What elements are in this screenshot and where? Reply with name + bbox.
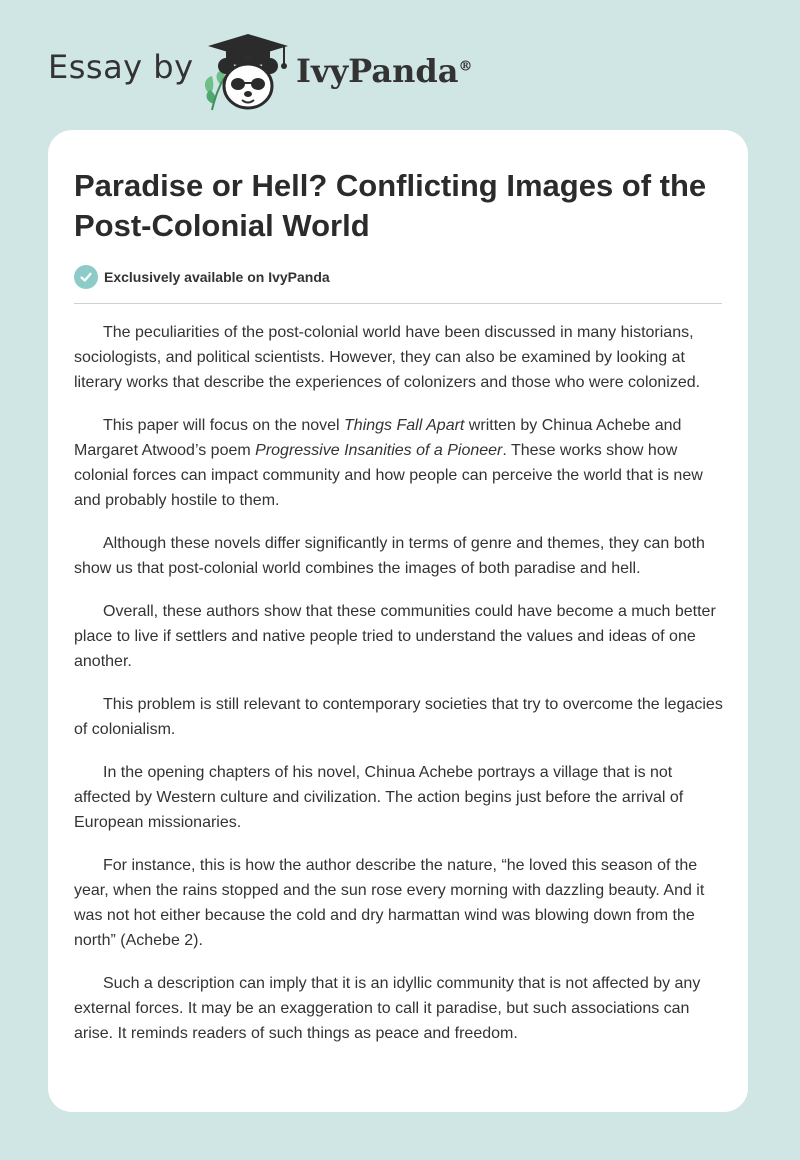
- logo-name-text: IvyPanda: [296, 52, 459, 90]
- divider: [74, 303, 722, 304]
- essay-paragraph: [74, 760, 726, 835]
- essay-card: [48, 130, 748, 1112]
- essay-paragraph: [74, 413, 726, 513]
- essay-paragraph: [74, 853, 726, 953]
- essay-body: [74, 320, 726, 1064]
- registered-mark: ®: [458, 58, 473, 75]
- badge-label: Exclusively available on IvyPanda: [104, 269, 330, 285]
- site-header: [0, 0, 800, 130]
- brand-prefix: Essay by: [48, 48, 194, 86]
- essay-paragraph: [74, 320, 726, 395]
- check-circle-icon: [74, 265, 98, 289]
- essay-paragraph: [74, 599, 726, 674]
- paragraph-text: Overall, these authors show that these communities could have become a much better place to live if settlers and native people tried to understand the values and ideas of one another.: [74, 603, 716, 670]
- panda-graduate-icon: [200, 32, 296, 112]
- paragraph-text: . These works show how colonial forces can impact community and how people can perceive the world that is new and probably hostile to them.: [74, 442, 703, 509]
- exclusive-badge: [74, 264, 330, 290]
- work-title: Things Fall Apart: [344, 417, 465, 434]
- work-title: Progressive Insanities of a Pioneer: [255, 442, 503, 459]
- paragraph-text: This problem is still relevant to contemporary societies that try to overcome the legacies of colonialism.: [74, 696, 723, 738]
- paragraph-text: For instance, this is how the author describe the nature, “he loved this season of the year, when the rains stopped and the sun rose every morning with dazzling beauty. And it was not hot either because the cold and dry harmattan wind was blowing down from the north” (Achebe 2).: [74, 857, 705, 949]
- logo-name: [296, 52, 472, 90]
- essay-paragraph: [74, 692, 726, 742]
- essay-paragraph: [74, 531, 726, 581]
- paragraph-text: written by Chinua Achebe and Margaret Atwood’s poem: [74, 417, 682, 459]
- paragraph-text: Such a description can imply that it is an idyllic community that is not affected by any external forces. It may be an exaggeration to call it paradise, but such associations can arise. It reminds readers of such things as peace and freedom.: [74, 975, 701, 1042]
- essay-paragraph: [74, 971, 726, 1046]
- paragraph-text: The peculiarities of the post-colonial world have been discussed in many historians, sociologists, and political scientists. However, they can also be examined by looking at literary works that describe the experiences of colonizers and those who were colonized.: [74, 324, 701, 391]
- paragraph-text: Although these novels differ significantly in terms of genre and themes, they can both show us that post-colonial world combines the images of both paradise and hell.: [74, 535, 705, 577]
- paragraph-text: In the opening chapters of his novel, Chinua Achebe portrays a village that is not affected by Western culture and civilization. The action begins just before the arrival of European missionaries.: [74, 764, 684, 831]
- paragraph-text: This paper will focus on the novel: [103, 417, 345, 434]
- page-title: Paradise or Hell? Conflicting Images of the Post-Colonial World: [74, 168, 707, 243]
